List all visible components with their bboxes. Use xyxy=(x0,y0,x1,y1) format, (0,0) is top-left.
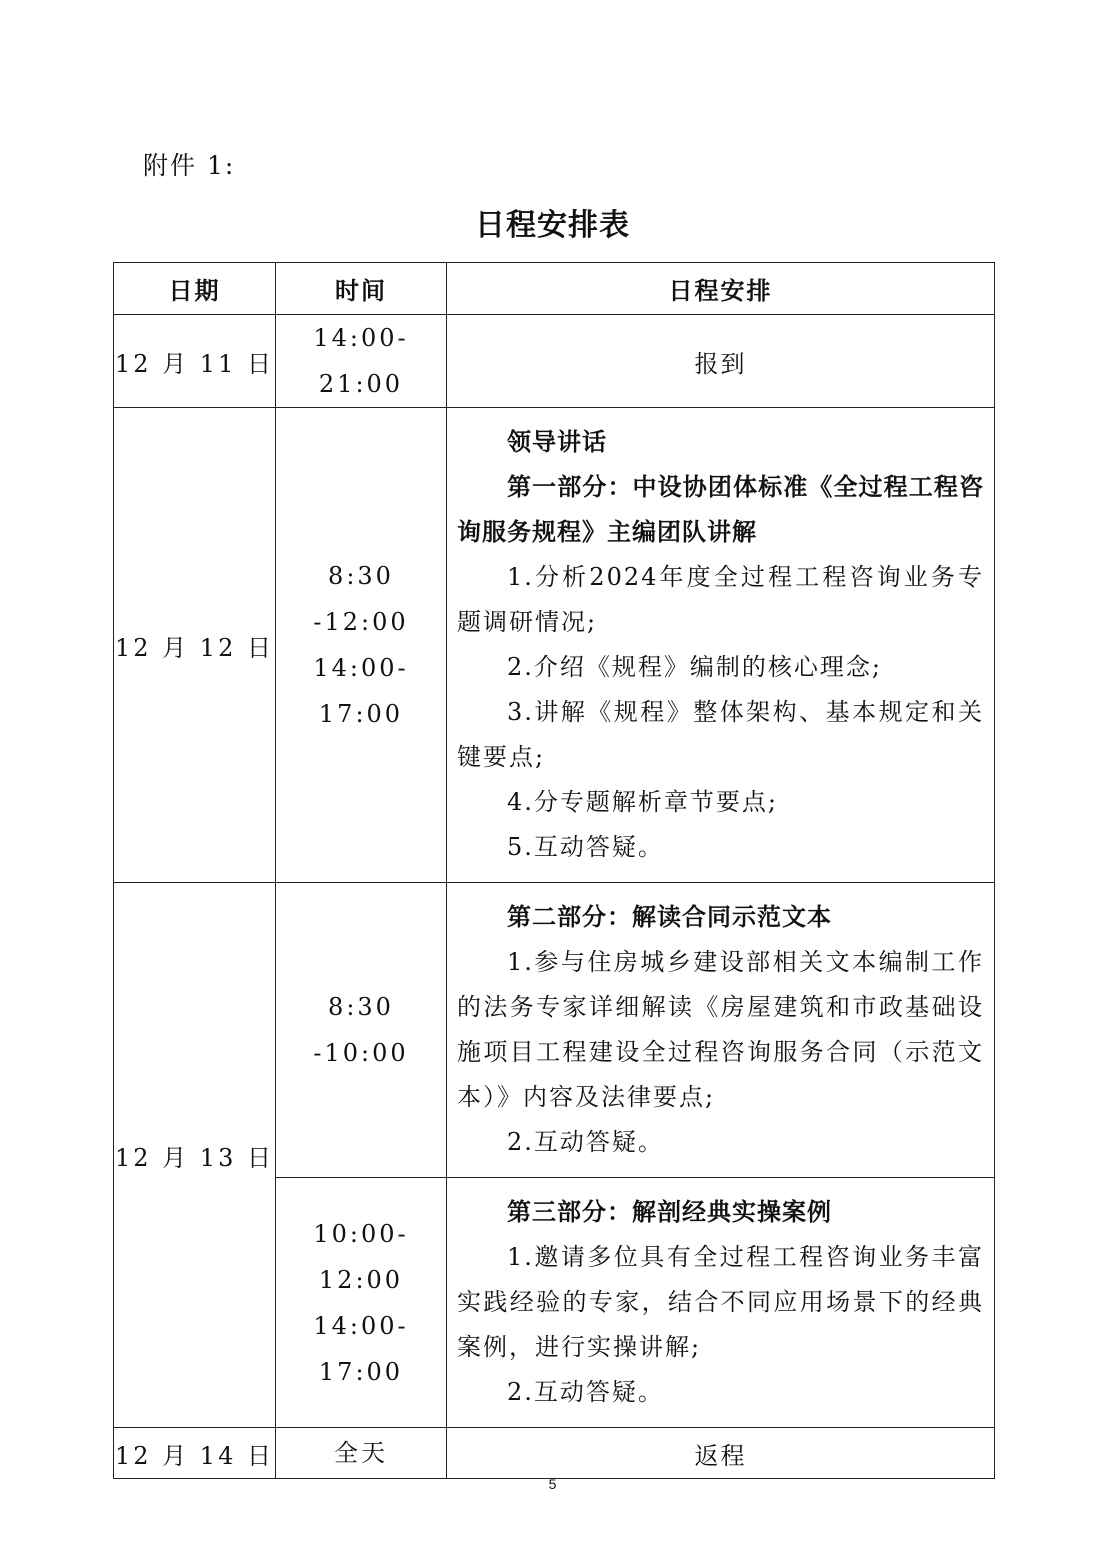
header-time: 时间 xyxy=(276,263,447,315)
header-date: 日期 xyxy=(114,263,276,315)
table-row xyxy=(114,408,995,883)
agenda-cell xyxy=(447,883,995,1178)
agenda-cell xyxy=(447,1178,995,1428)
date-cell: 12 月 11 日 xyxy=(114,315,276,408)
agenda-line: 1.参与住房城乡建设部相关文本编制工作的法务专家详细解读《房屋建筑和市政基础设施项目工程建设全过程咨询服务合同（示范文本）》内容及法律要点; xyxy=(457,948,984,1111)
agenda-line: 4.分专题解析章节要点; xyxy=(507,788,778,816)
time-range: 14:00-17:00 xyxy=(313,1311,409,1386)
agenda-line: 2.互动答疑。 xyxy=(507,1128,664,1156)
time-range: 14:00-21:00 xyxy=(313,324,409,398)
time-range: 8:30 -10:00 xyxy=(313,993,409,1067)
agenda-line: 第一部分：中设协团体标准《全过程工程咨询服务规程》主编团队讲解 xyxy=(457,473,984,546)
agenda-line: 第二部分：解读合同示范文本 xyxy=(507,903,832,931)
time-cell xyxy=(276,315,447,408)
agenda-cell xyxy=(447,408,995,883)
time-range: 全天 xyxy=(334,1439,388,1467)
agenda-line: 1.分析2024年度全过程工程咨询业务专题调研情况; xyxy=(457,563,984,636)
table-row xyxy=(114,315,995,408)
attachment-label: 附件 1: xyxy=(143,151,236,180)
header-agenda: 日程安排 xyxy=(447,263,995,315)
time-cell xyxy=(276,1178,447,1428)
agenda-cell: 返程 xyxy=(447,1428,995,1479)
time-cell xyxy=(276,883,447,1178)
date-cell: 12 月 13 日 xyxy=(114,883,276,1428)
agenda-line: 领导讲话 xyxy=(507,428,607,456)
table-row xyxy=(114,1428,995,1479)
agenda-line: 2.介绍《规程》编制的核心理念; xyxy=(507,653,882,681)
table-header-row xyxy=(114,263,995,315)
agenda-cell: 报到 xyxy=(447,315,995,408)
table-row xyxy=(114,883,995,1178)
time-range: 8:30 -12:00 xyxy=(313,562,409,636)
page-number: 5 xyxy=(548,1476,557,1492)
time-range: 14:00-17:00 xyxy=(313,654,409,728)
time-cell xyxy=(276,1428,447,1479)
agenda-line: 1.邀请多位具有全过程工程咨询业务丰富实践经验的专家，结合不同应用场景下的经典案例，进行实操讲解; xyxy=(457,1243,984,1361)
agenda-line: 3.讲解《规程》整体架构、基本规定和关键要点; xyxy=(457,698,984,771)
agenda-line: 第三部分：解剖经典实操案例 xyxy=(507,1198,832,1226)
page-title: 日程安排表 xyxy=(475,208,630,243)
agenda-line: 2.互动答疑。 xyxy=(507,1378,664,1406)
time-range: 10:00-12:00 xyxy=(313,1219,409,1294)
agenda-line: 5.互动答疑。 xyxy=(507,833,664,861)
time-cell xyxy=(276,408,447,883)
date-cell: 12 月 12 日 xyxy=(114,408,276,883)
date-cell: 12 月 14 日 xyxy=(114,1428,276,1479)
schedule-table xyxy=(113,262,995,1479)
